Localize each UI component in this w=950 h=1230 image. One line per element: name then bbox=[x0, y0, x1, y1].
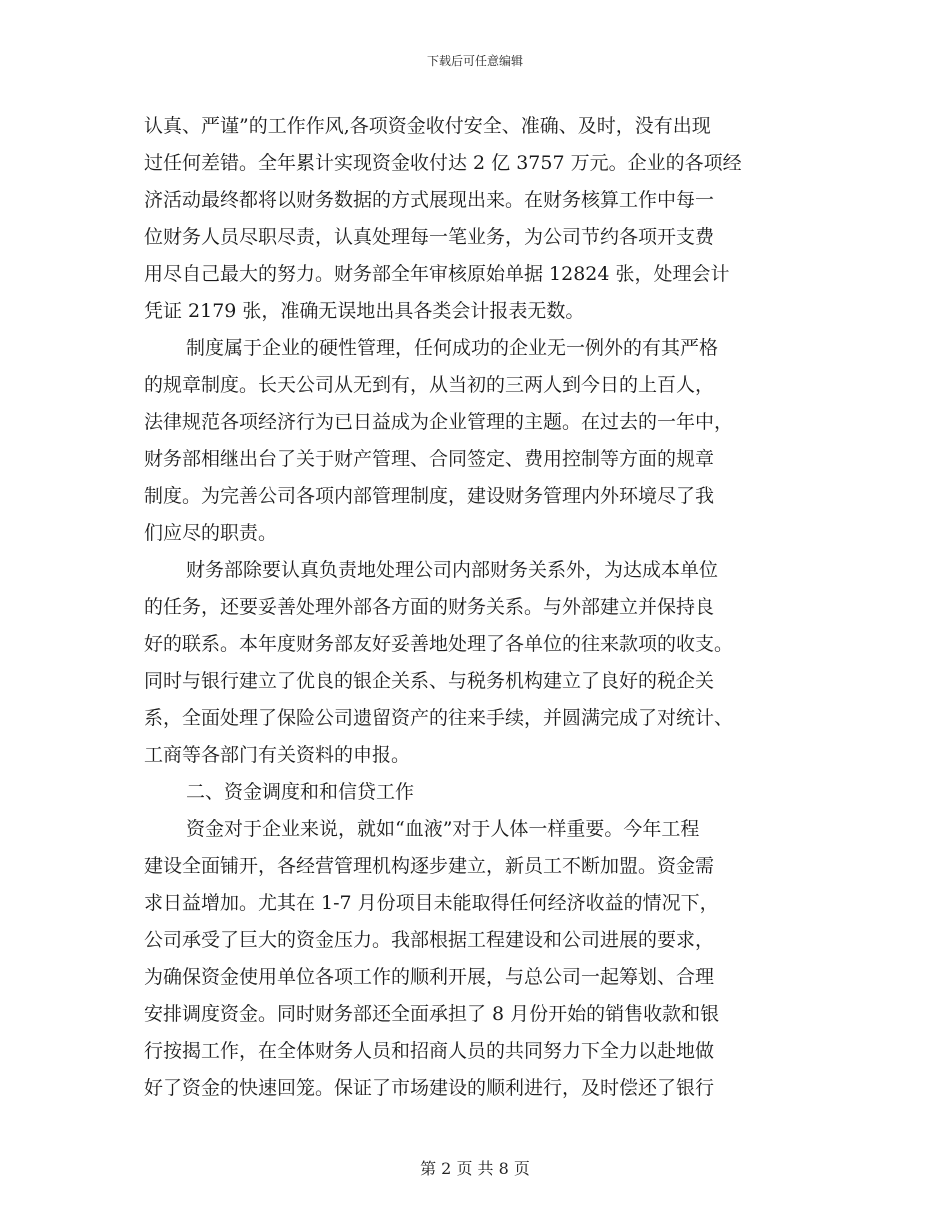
text-line: 财务部相继出台了关于财产管理、合同签定、费用控制等方面的规章 bbox=[144, 448, 715, 470]
text-line: 过任何差错。全年累计实现资金收付达 2 亿 3757 万元。企业的各项经 bbox=[144, 152, 742, 174]
paragraph-start-line: 制度属于企业的硬性管理，任何成功的企业无一例外的有其严格 bbox=[186, 337, 719, 359]
text-line: 济活动最终都将以财务数据的方式展现出来。在财务核算工作中每一 bbox=[144, 189, 715, 211]
text-line: 好的联系。本年度财务部友好妥善地处理了各单位的往来款项的收支。 bbox=[144, 633, 734, 655]
text-line: 好了资金的快速回笼。保证了市场建设的顺利进行，及时偿还了银行 bbox=[144, 1077, 715, 1099]
text-line: 法律规范各项经济行为已日益成为企业管理的主题。在过去的一年中， bbox=[144, 411, 734, 433]
text-line: 公司承受了巨大的资金压力。我部根据工程建设和公司进展的要求， bbox=[144, 929, 715, 951]
text-line: 同时与银行建立了优良的银企关系、与税务机构建立了良好的税企关 bbox=[144, 670, 715, 692]
page-number: 第 2 页 共 8 页 bbox=[420, 1159, 530, 1178]
text-line: 们应尽的职责。 bbox=[144, 522, 278, 544]
text-line: 的任务，还要妥善处理外部各方面的财务关系。与外部建立并保持良 bbox=[144, 596, 715, 618]
text-line: 建设全面铺开，各经营管理机构逐步建立，新员工不断加盟。资金需 bbox=[144, 855, 715, 877]
text-line: 求日益增加。尤其在 1-7 月份项目未能取得任何经济收益的情况下， bbox=[144, 892, 719, 914]
text-line: 为确保资金使用单位各项工作的顺利开展，与总公司一起筹划、合理 bbox=[144, 966, 715, 988]
text-line: 安排调度资金。同时财务部还全面承担了 8 月份开始的销售收款和银 bbox=[144, 1003, 720, 1025]
text-line: 认真、严谨”的工作作风,各项资金收付安全、准确、及时，没有出现 bbox=[144, 115, 711, 137]
paragraph-start-line: 资金对于企业来说，就如“血液”对于人体一样重要。今年工程 bbox=[186, 818, 700, 840]
text-line: 的规章制度。长天公司从无到有，从当初的三两人到今日的上百人， bbox=[144, 374, 715, 396]
text-line: 行按揭工作，在全体财务人员和招商人员的共同努力下全力以赴地做 bbox=[144, 1040, 715, 1062]
text-line: 凭证 2179 张，准确无误地出具各类会计报表无数。 bbox=[144, 300, 585, 322]
paragraph-start-line: 财务部除要认真负责地处理公司内部财务关系外，为达成本单位 bbox=[186, 559, 719, 581]
text-line: 工商等各部门有关资料的申报。 bbox=[144, 744, 411, 766]
text-line: 位财务人员尽职尽责，认真处理每一笔业务，为公司节约各项开支费 bbox=[144, 226, 715, 248]
text-line: 制度。为完善公司各项内部管理制度，建设财务管理内外环境尽了我 bbox=[144, 485, 715, 507]
document-body bbox=[144, 108, 808, 1107]
page-header: 下载后可任意编辑 bbox=[426, 54, 523, 68]
section-heading: 二、资金调度和和信贷工作 bbox=[186, 781, 415, 803]
text-line: 系，全面处理了保险公司遗留资产的往来手续，并圆满完成了对统计、 bbox=[144, 707, 734, 729]
text-line: 用尽自己最大的努力。财务部全年审核原始单据 12824 张，处理会计 bbox=[144, 263, 730, 285]
